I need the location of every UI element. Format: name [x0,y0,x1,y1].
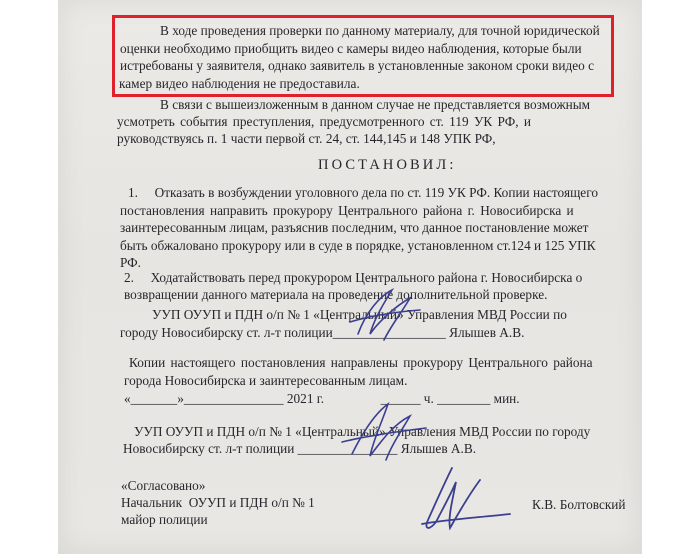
highlight-frame [112,15,614,97]
officer1-line-2: городу Новосибирску ст. л-т полиции_________________ Ялышев А.В. [120,325,525,340]
signature-chief [392,462,522,542]
officer2-line-1: УУП ОУУП и ПДН о/п № 1 «Центральный» Управления МВД России по городу [134,424,591,439]
item1-line-1: 1. Отказать в возбуждении уголовного дела по ст. 119 УК РФ. Копии настоящего [128,185,598,200]
connection-line-1: В связи с вышеизложенным в данном случае не представляется возможным [160,97,591,112]
date-time-line: «_______»_______________ 2021 г. ______ ч. ________ мин. [124,391,520,406]
approval-label: «Согласовано» [121,478,206,493]
officer1-line-1: УУП ОУУП и ПДН о/п № 1 «Центральный» Управления МВД России по [152,307,567,322]
item1-line-5: РФ. [120,255,141,270]
connection-line-3: руководствуясь п. 1 части первой ст. 24, ст. 144,145 и 148 УПК РФ, [117,131,496,146]
copies-line-2: города Новосибирска и заинтересованным лицам. [124,373,408,388]
officer2-line-2: Новосибирску ст. л-т полиции _______________ Ялышев А.В. [123,441,477,456]
approval-position: Начальник ОУУП и ПДН о/п № 1 [121,495,315,510]
highlighted-line-2: оценки необходимо приобщить видео с камеры видео наблюдения, которые были [120,41,582,56]
item2-line-2: возвращении данного материала на проведение дополнительной проверке. [124,287,548,302]
highlighted-line-1: В ходе проведения проверки по данному материалу, для точной юридической [160,23,600,38]
signature-officer-2 [330,398,440,468]
approval-rank: майор полиции [121,512,208,527]
connection-line-2: усмотреть события преступления, предусмотренного ст. 119 УК РФ, и [117,114,531,129]
item1-line-3: заинтересованным лицам, разъяснив последним, что данное постановление может [120,220,589,235]
decision-heading: ПОСТАНОВИЛ: [318,157,457,173]
highlighted-line-3: истребованы у заявителя, однако заявитель в установленные законом сроки видео с [120,58,594,73]
item1-line-2: постановления направить прокурору Центрального района г. Новосибирска и [120,203,574,218]
signature-officer-1 [340,282,430,352]
copies-line-1: Копии настоящего постановления направлены прокурору Центрального района [129,355,593,370]
item1-line-4: быть обжаловано прокурору или в суде в порядке, установленном ст.124 и 125 УПК [120,238,596,253]
chief-name: К.В. Болтовский [532,497,626,512]
highlighted-line-4: камер видео наблюдения не предоставила. [119,76,360,91]
item2-line-1: 2. Ходатайствовать перед прокурором Центрального района г. Новосибирска о [124,270,583,285]
